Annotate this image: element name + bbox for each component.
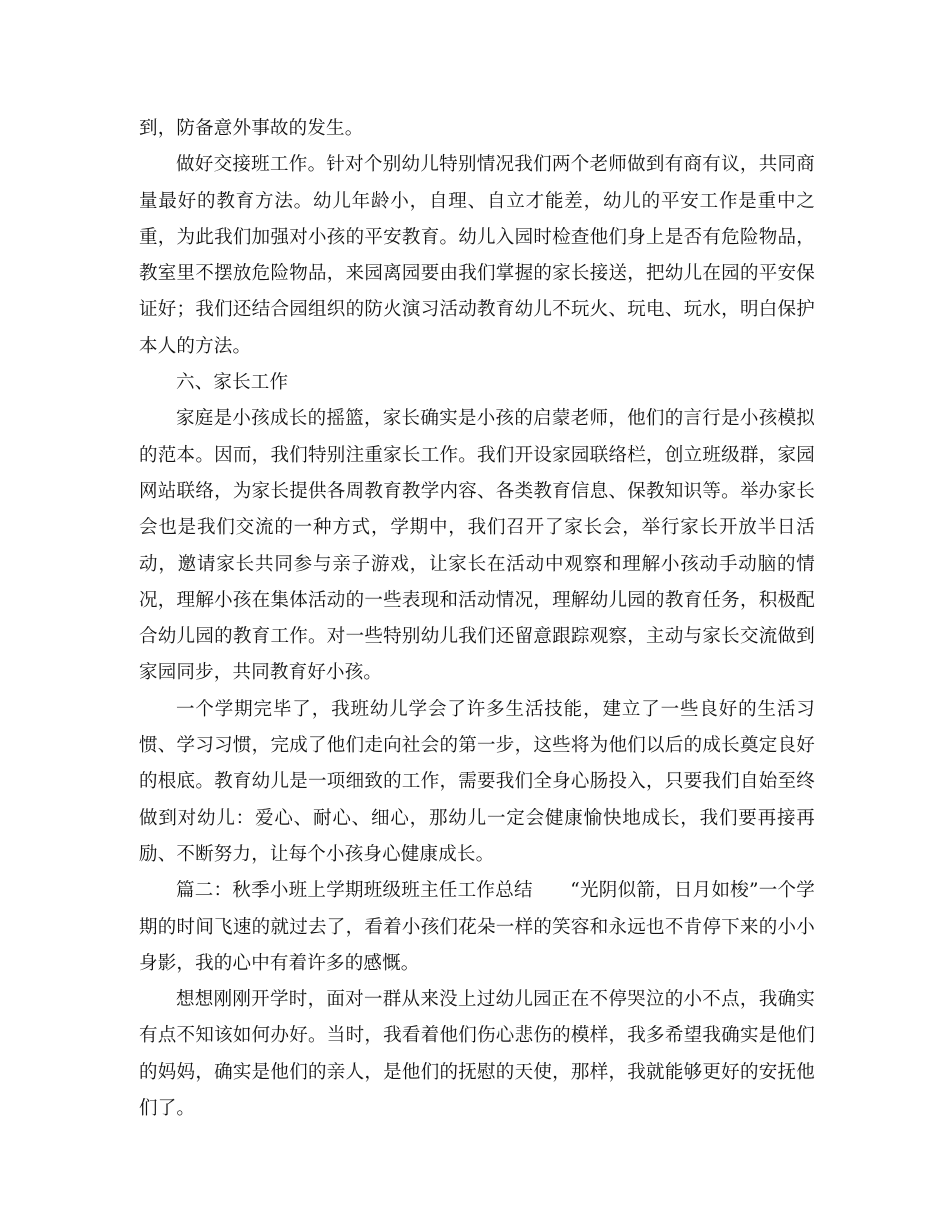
paragraph-part-two-intro: 篇二：秋季小班上学期班级班主任工作总结 “光阴似箭，日月如梭”一个学期的时间飞速的就过去了，看着小孩们花朵一样的笑容和永远也不肯停下来的小小身影，我的心中有着许多的感慨。 xyxy=(139,880,815,974)
document-body xyxy=(139,111,815,1127)
paragraph-semester-summary: 一个学期完毕了，我班幼儿学会了许多生活技能，建立了一些良好的生活习惯、学习习惯，完成了他们走向社会的第一步，这些将为他们以后的成长奠定良好的根底。教育幼儿是一项细致的工作，需要我们全身心肠投入，只要我们自始至终做到对幼儿：爱心、耐心、细心，那幼儿一定会健康愉快地成长，我们要再接再励、不断努力，让每个小孩身心健康成长。 xyxy=(139,698,815,865)
paragraph-handover-work: 做好交接班工作。针对个别幼儿特别情况我们两个老师做到有商有议，共同商量最好的教育方法。幼儿年龄小，自理、自立才能差，幼儿的平安工作是重中之重，为此我们加强对小孩的平安教育。幼儿入园时检查他们身上是否有危险物品，教室里不摆放危险物品，来园离园要由我们掌握的家长接送，把幼儿在园的平安保证好；我们还结合园组织的防火演习活动教育幼儿不玩火、玩电、玩水，明白保护本人的方法。 xyxy=(139,154,815,357)
paragraph-parent-work: 家庭是小孩成长的摇篮，家长确实是小孩的启蒙老师，他们的言行是小孩模拟的范本。因而，我们特别注重家长工作。我们开设家园联络栏，创立班级群，家园网站联络，为家长提供各周教育教学内容、各类教育信息、保教知识等。举办家长会也是我们交流的一种方式，学期中，我们召开了家长会，举行家长开放半日活动，邀请家长共同参与亲子游戏，让家长在活动中观察和理解小孩动手动脑的情况，理解小孩在集体活动的一些表现和活动情况，理解幼儿园的教育任务，积极配合幼儿园的教育工作。对一些特别幼儿我们还留意跟踪观察，主动与家长交流做到家园同步，共同教育好小孩。 xyxy=(139,408,815,684)
section-heading-parent-work: 六、家长工作 xyxy=(176,372,289,394)
paragraph-school-start: 想想刚刚开学时，面对一群从来没上过幼儿园正在不停哭泣的小不点，我确实有点不知该如何办好。当时，我看着他们伤心悲伤的模样，我多希望我确实是他们的妈妈，确实是他们的亲人，是他们的抚慰的天使，那样，我就能够更好的安抚他们了。 xyxy=(139,989,815,1120)
paragraph-continuation: 到，防备意外事故的发生。 xyxy=(139,118,364,139)
